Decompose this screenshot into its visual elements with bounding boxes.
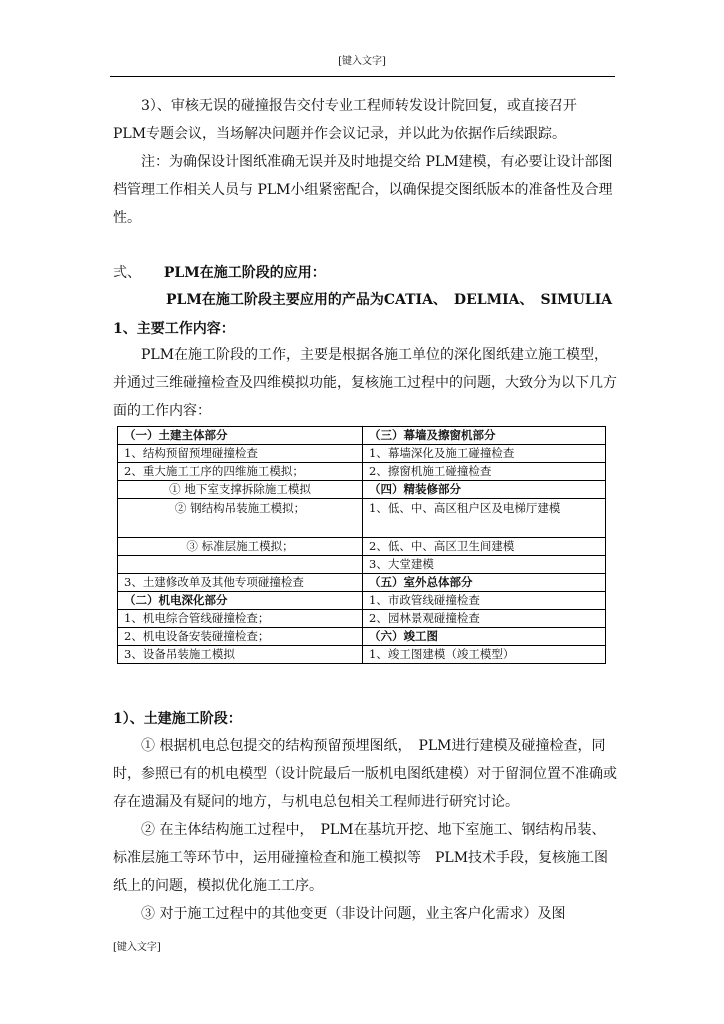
table-row (118, 628, 606, 646)
section-number: 弍、 (113, 265, 141, 281)
products-line: PLM在施工阶段主要应用的产品为CATIA、 DELMIA、 SIMULIA (166, 292, 613, 308)
section-heading (113, 262, 326, 282)
table-cell: 1、市政管线碰撞检查 (363, 592, 606, 610)
table-cell: ① 地下室支撑拆除施工模拟 (118, 481, 363, 499)
table-row (118, 610, 606, 628)
table-row (118, 427, 606, 445)
table-cell: 2、低、中、高区卫生间建模 (363, 538, 606, 556)
table-cell: 1、结构预留预埋碰撞检查 (118, 445, 363, 463)
paragraph-step-3: ③ 对于施工过程中的其他变更（非设计问题，业主客户化需求）及图 (141, 906, 566, 922)
table-cell: 1、竣工图建模（竣工模型） (363, 646, 606, 664)
table-cell: 1、机电综合管线碰撞检查； (118, 610, 363, 628)
header-rule (110, 76, 615, 77)
table-row (118, 538, 606, 556)
table-cell: 2、园林景观碰撞检查 (363, 610, 606, 628)
table-cell: 3、大堂建模 (363, 556, 606, 574)
table-row (118, 574, 606, 592)
table-cell: （三）幕墙及擦窗机部分 (363, 427, 606, 445)
table-cell (118, 556, 363, 574)
table-cell: （五）室外总体部分 (363, 574, 606, 592)
table-cell: 2、机电设备安装碰撞检查； (118, 628, 363, 646)
paragraph-step-2: ② 在主体结构施工过程中， PLM在基坑开挖、地下室施工、钢结构吊装、标准层施工等环节中，运用碰撞检查和施工模拟等 PLM技术手段，复核施工图纸上的问题，模拟优化施工工序。 (113, 822, 609, 894)
paragraph-step-1: ① 根据机电总包提交的结构预留预埋图纸， PLM进行建模及碰撞检查，同时，参照已有的机电模型（设计院最后一版机电图纸建模）对于留洞位置不准确或存在遗漏及有疑问的地方，与机电总包相关工程师进行研究讨论。 (113, 738, 617, 810)
table-cell: 1、幕墙深化及施工碰撞检查 (363, 445, 606, 463)
table-cell: （一）土建主体部分 (118, 427, 363, 445)
table-cell: 2、重大施工工序的四维施工模拟； (118, 463, 363, 481)
table-row (118, 463, 606, 481)
table-cell: （二）机电深化部分 (118, 592, 363, 610)
table-row (118, 445, 606, 463)
table-row (118, 499, 606, 538)
table-cell: 3、设备吊装施工模拟 (118, 646, 363, 664)
page-footer: [键入文字] (113, 942, 161, 953)
paragraph-review: 3）、审核无误的碰撞报告交付专业工程师转发设计院回复，或直接召开 PLM专题会议，当场解决问题并作会议记录，并以此为依据作后续跟踪。 (113, 98, 591, 142)
table-row (118, 646, 606, 664)
page-header: [键入文字] (338, 56, 386, 67)
table-row (118, 481, 606, 499)
section-title: PLM在施工阶段的应用： (163, 265, 326, 281)
table-cell: （四）精装修部分 (363, 481, 606, 499)
table-cell: ③ 标准层施工模拟； (118, 538, 363, 556)
table-cell: 3、土建修改单及其他专项碰撞检查 (118, 574, 363, 592)
table-row (118, 556, 606, 574)
table-cell: ② 钢结构吊装施工模拟； (118, 499, 363, 538)
table-cell: 1、低、中、高区租户区及电梯厅建模 (363, 499, 606, 538)
table-cell: 2、擦窗机施工碰撞检查 (363, 463, 606, 481)
table-row (118, 592, 606, 610)
table-cell: （六）竣工图 (363, 628, 606, 646)
work-content-table (117, 426, 606, 664)
paragraph-construction-work: PLM在施工阶段的工作，主要是根据各施工单位的深化图纸建立施工模型，并通过三维碰撞检查及四维模拟功能，复核施工过程中的问题，大致分为以下几方面的工作内容： (113, 347, 617, 419)
subheading-civil-stage: 1）、土建施工阶段： (113, 711, 242, 727)
subheading-main-work: 1、主要工作内容： (113, 321, 235, 337)
paragraph-note: 注：为确保设计图纸准确无误并及时地提交给 PLM建模，有必要让设计部图档管理工作相关人员与 PLM小组紧密配合，以确保提交图纸版本的准备性及合理性。 (113, 154, 613, 226)
